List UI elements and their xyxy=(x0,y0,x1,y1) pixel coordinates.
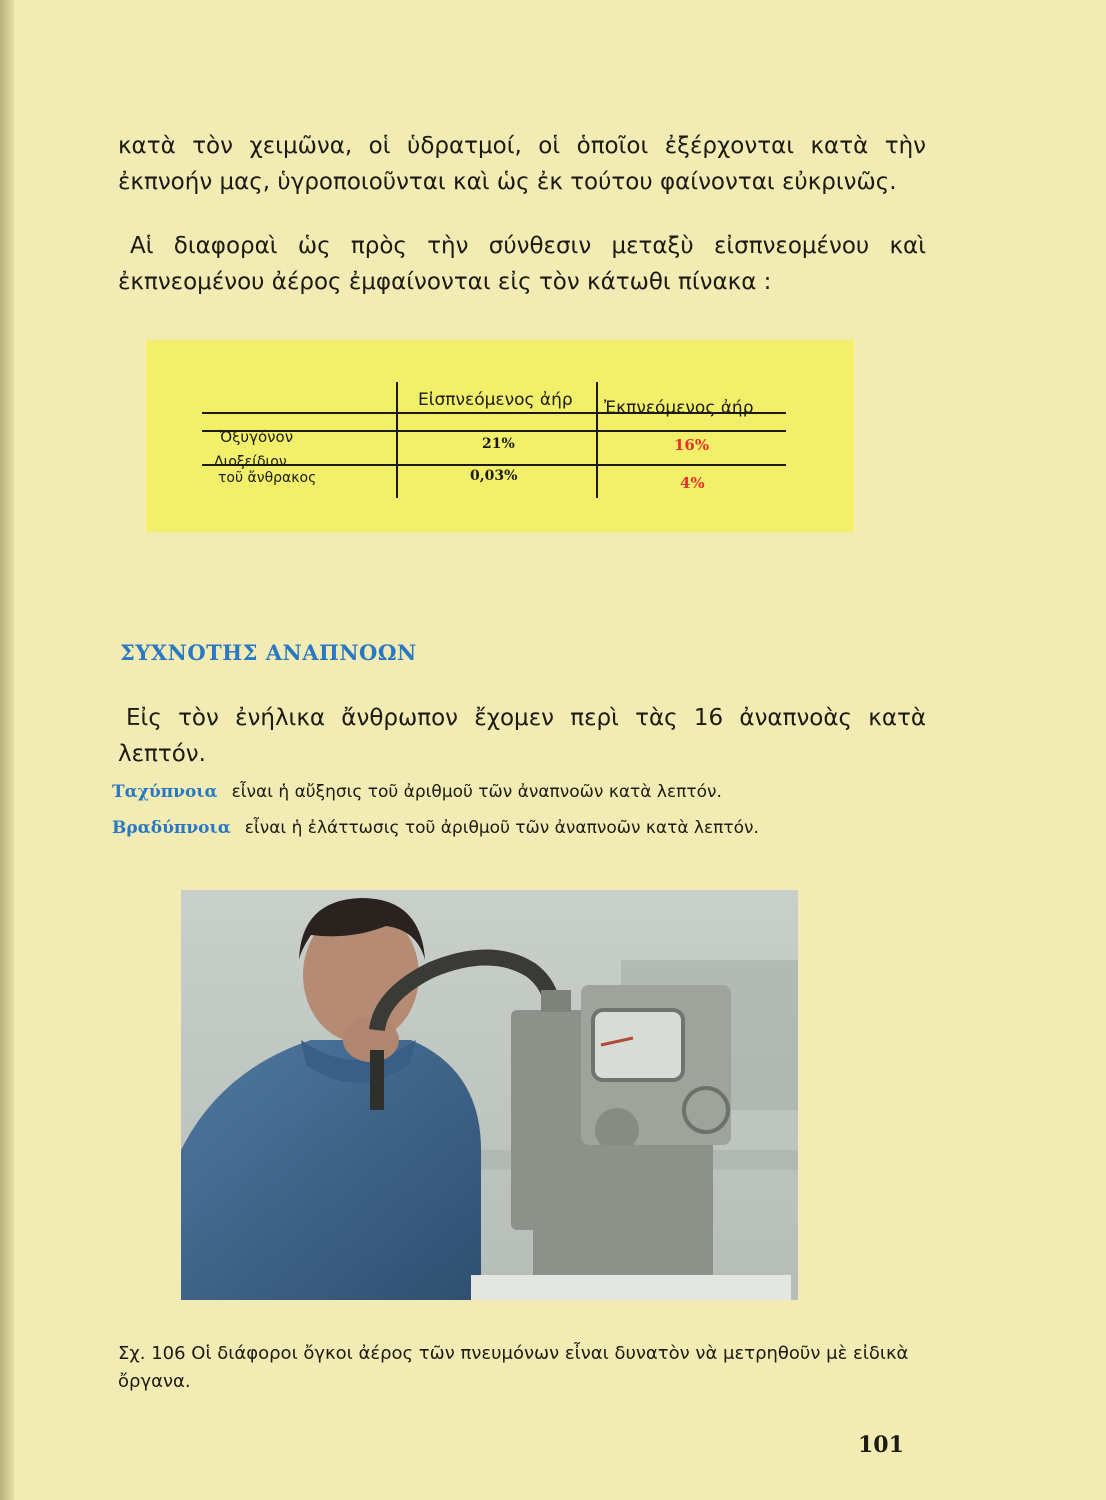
definition-text: εἶναι ἡ ἐλάττωσις τοῦ ἀριθμοῦ τῶν ἀναπνοῶν κατὰ λεπτόν. xyxy=(244,818,759,838)
column-header-inhaled: Εἰσπνεόμενος ἀήρ xyxy=(418,390,573,410)
table-divider xyxy=(396,382,398,498)
air-composition-table xyxy=(202,382,786,502)
paragraph-breath-rate: Εἰς τὸν ἐνήλικα ἄνθρωπον ἔχομεν περὶ τὰς 16 ἀναπνοὰς κατὰ λεπτόν. xyxy=(118,705,926,767)
term-tachypnea: Ταχύπνοια xyxy=(112,782,218,802)
cell-oxygen-exhaled: 16% xyxy=(674,436,710,454)
cell-oxygen-inhaled: 21% xyxy=(482,436,515,452)
column-header-exhaled: Ἐκπνεόμενος ἀήρ xyxy=(604,398,754,418)
row-label-co2: Διοξείδιον xyxy=(214,454,287,470)
paragraph-exhalation: κατὰ τὸν χειμῶνα, οἱ ὑδρατμοί, οἱ ὁποῖοι ἐξέρχονται κατὰ τὴν ἐκπνοήν μας, ὑγροποιοῦνται καὶ ὡς ἐκ τούτου φαίνονται εὐκρινῶς. xyxy=(118,133,926,195)
row-label-oxygen: Ὀξυγόνον xyxy=(220,428,294,446)
definition-tachypnea xyxy=(112,782,932,802)
definition-text: εἶναι ἡ αὔξησις τοῦ ἀριθμοῦ τῶν ἀναπνοῶν κατὰ λεπτόν. xyxy=(231,782,722,802)
term-bradypnea: Βραδύπνοια xyxy=(112,818,231,838)
book-spine-shadow xyxy=(0,0,14,1500)
section-heading: ΣΥΧΝΟΤΗΣ ΑΝΑΠΝΟΩΝ xyxy=(120,640,417,665)
cell-co2-exhaled: 4% xyxy=(680,474,705,492)
definition-bradypnea xyxy=(112,818,932,838)
paragraph-composition: Αἱ διαφοραὶ ὡς πρὸς τὴν σύνθεσιν μεταξὺ εἰσπνεομένου καὶ ἐκπνεομένου ἀέρος ἐμφαίνονται εἰς τὸν κάτωθι πίνακα : xyxy=(118,233,926,295)
row-label-co2-line2: τοῦ ἄνθρακος xyxy=(218,470,317,486)
figure-caption: Σχ. 106 Οἱ διάφοροι ὄγκοι ἀέρος τῶν πνευμόνων εἶναι δυνατὸν νὰ μετρηθοῦν μὲ εἰδικὰ ὄργανα. xyxy=(118,1343,909,1392)
page-number: 101 xyxy=(858,1432,904,1458)
table-divider xyxy=(596,382,598,498)
cell-co2-inhaled: 0,03% xyxy=(470,468,518,484)
spirometer-photo xyxy=(181,890,798,1300)
table-rule xyxy=(202,464,786,466)
